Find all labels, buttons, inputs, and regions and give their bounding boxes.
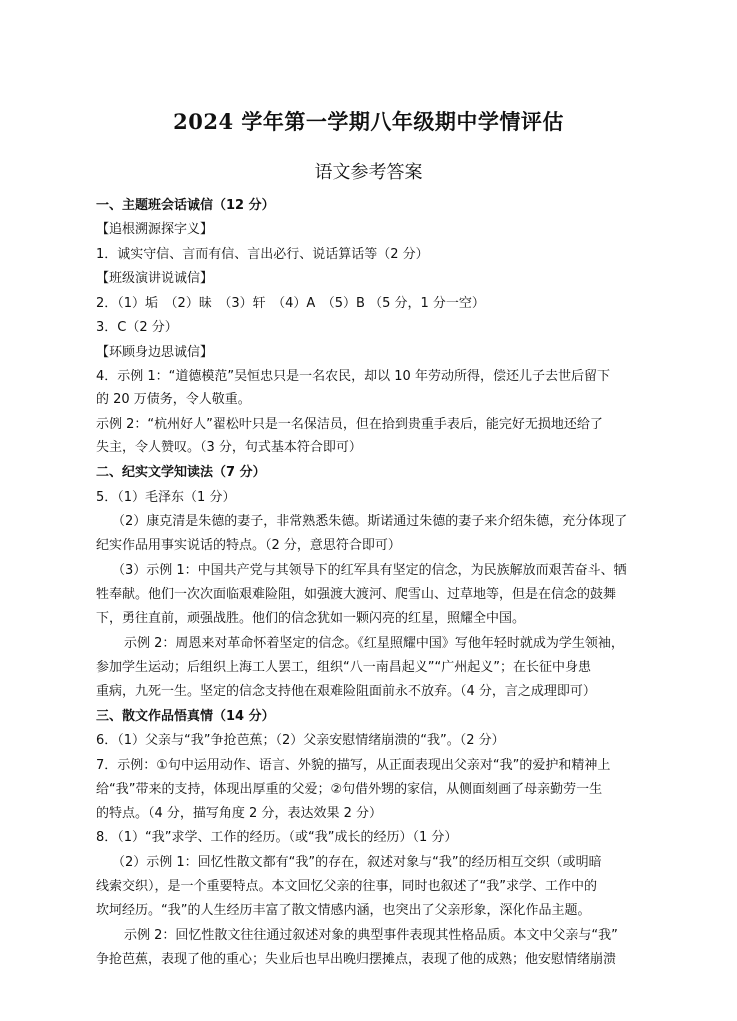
- answer-line: 给“我”带来的支持，体现出厚重的父爱；②句借外甥的家信，从侧面刻画了母亲勤劳一生: [96, 782, 603, 797]
- answer-line: 的 20 万债务，令人敬重。: [96, 392, 251, 407]
- answer-line: （3）示例 1：中国共产党与其领导下的红军具有坚定的信念，为民族解放而艰苦奋斗、牺: [112, 563, 627, 578]
- page-title: 2024 学年第一学期八年级期中学情评估: [173, 109, 564, 134]
- section-heading-2: 二、纪实文学知读法（7 分）: [96, 465, 266, 480]
- answer-line: （2）示例 1：回忆性散文都有“我”的存在，叙述对象与“我”的经历相互交织（或明暗: [112, 855, 602, 870]
- answer-line: 8．（1）“我”求学、工作的经历。（或“我”成长的经历）（1 分）: [96, 830, 458, 845]
- answer-line: 示例 2：“杭州好人”翟松叶只是一名保洁员，但在拾到贵重手表后，能完好无损地还给了: [96, 417, 603, 432]
- answer-line: 参加学生运动；后组织上海工人罢工，组织“八一南昌起义”“广州起义”；在长征中身患: [96, 660, 591, 675]
- answer-line: 4．示例 1：“道德模范”吴恒忠只是一名农民，却以 10 年劳动所得，偿还儿子去世后留下: [96, 369, 610, 384]
- answer-line: 牲奉献。他们一次次面临艰难险阻，如强渡大渡河、爬雪山、过草地等，但是在信念的鼓舞: [96, 587, 617, 602]
- answer-line: 重病，九死一生。坚定的信念支持他在艰难险阻面前永不放弃。（4 分，言之成理即可）: [96, 684, 596, 699]
- answer-line: 纪实作品用事实说话的特点。（2 分，意思符合即可）: [96, 538, 401, 553]
- answer-line: 坎坷经历。“我”的人生经历丰富了散文情感内涵，也突出了父亲形象，深化作品主题。: [96, 903, 591, 918]
- section-heading-3: 三、散文作品悟真情（14 分）: [96, 709, 275, 724]
- subsection-heading: 【追根溯源探字义】: [96, 222, 214, 237]
- answer-line: 失主，令人赞叹。（3 分，句式基本符合即可）: [96, 440, 362, 455]
- subsection-heading: 【班级演讲说诚信】: [96, 271, 214, 286]
- answer-line: 3．C（2 分）: [96, 320, 178, 335]
- answer-line: 1．诚实守信、言而有信、言出必行、说话算话等（2 分）: [96, 247, 429, 262]
- answer-line: （2）康克清是朱德的妻子，非常熟悉朱德。斯诺通过朱德的妻子来介绍朱德，充分体现了: [112, 514, 628, 529]
- answer-line: 6．（1）父亲与“我”争抢芭蕉；（2）父亲安慰情绪崩溃的“我”。（2 分）: [96, 733, 505, 748]
- answer-line: 线索交织），是一个重要特点。本文回忆父亲的往事，同时也叙述了“我”求学、工作中的: [96, 879, 597, 894]
- section-heading-1: 一、主题班会话诚信（12 分）: [96, 198, 275, 213]
- answer-line: 2．（1）垢 （2）昧 （3）轩 （4）A （5）B （5 分，1 分一空）: [96, 296, 485, 311]
- answer-line: 示例 2：周恩来对革命怀着坚定的信念。《红星照耀中国》写他年轻时就成为学生领袖，: [124, 636, 624, 651]
- answer-line: 下，勇往直前，顽强战胜。他们的信念犹如一颗闪亮的红星，照耀全中国。: [96, 611, 526, 626]
- page-subtitle: 语文参考答案: [314, 162, 423, 183]
- answer-line: 5．（1）毛泽东（1 分）: [96, 490, 236, 505]
- answer-line: 争抢芭蕉，表现了他的重心；失业后也早出晚归摆摊点，表现了他的成熟；他安慰情绪崩溃: [96, 952, 617, 967]
- subsection-heading: 【环顾身边思诚信】: [96, 345, 214, 360]
- answer-line: 7．示例：①句中运用动作、语言、外貌的描写，从正面表现出父亲对“我”的爱护和精神上: [96, 758, 611, 773]
- answer-line: 示例 2：回忆性散文往往通过叙述对象的典型事件表现其性格品质。本文中父亲与“我”: [124, 928, 618, 943]
- answer-line: 的特点。（4 分，描写角度 2 分，表达效果 2 分）: [96, 806, 382, 821]
